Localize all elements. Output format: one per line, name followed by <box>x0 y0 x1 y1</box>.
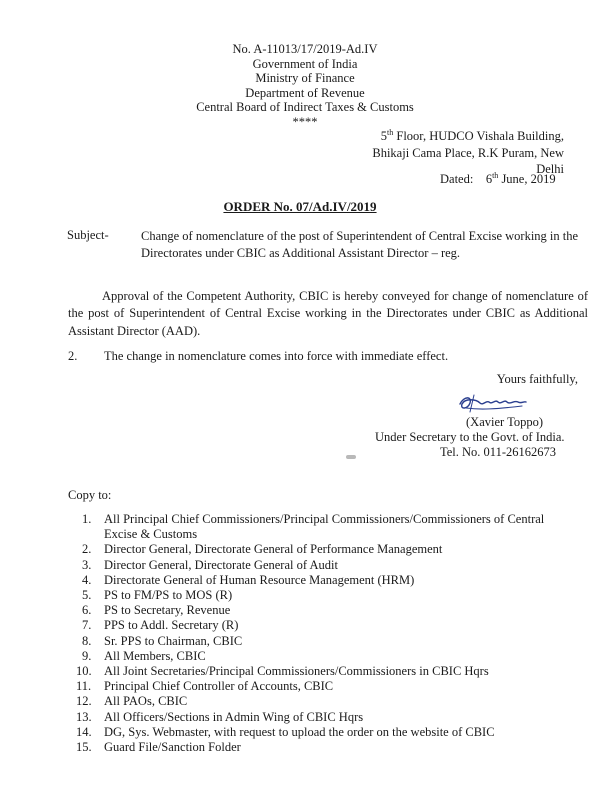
list-item: 13. All Officers/Sections in Admin Wing of CBIC Hqrs <box>76 709 364 724</box>
copy-to-list <box>76 512 562 755</box>
paragraph-1: Approval of the Competent Authority, CBIC is hereby conveyed for change of nomenclature of the post of Superintendent of Central Excise working in the Directorates under CBIC as Additional Assistant Director (AAD). <box>68 289 588 338</box>
government-line: Government of India <box>252 56 358 71</box>
signatory-name: (Xavier Toppo) <box>466 415 543 429</box>
list-item: 2. Director General, Directorate General of Performance Management <box>82 542 443 557</box>
list-item: 4. Directorate General of Human Resource Management (HRM) <box>82 572 415 587</box>
paragraph-2: The change in nomenclature comes into force with immediate effect. <box>104 349 449 363</box>
list-item: 10. All Joint Secretaries/Principal Commissioners/Commissioners in CBIC Hqrs <box>76 664 489 679</box>
list-item: 8. Sr. PPS to Chairman, CBIC <box>82 633 243 648</box>
subject-text: Change of nomenclature of the post of Superintendent of Central Excise working in the Directorates under CBIC as Additional Assistant Director – reg. <box>141 229 579 260</box>
subject-label: Subject- <box>67 228 109 242</box>
order-title: ORDER No. 07/Ad.IV/2019 <box>223 199 377 214</box>
paragraph-2-number: 2. <box>68 349 78 363</box>
list-item: 1. All Principal Chief Commissioners/Principal Commissioners/Commissioners of Central Excise & Customs <box>82 512 545 542</box>
copy-to-label: Copy to: <box>68 488 112 502</box>
handwritten-signature <box>456 390 528 416</box>
ink-smudge <box>346 455 356 459</box>
list-item: 9. All Members, CBIC <box>82 648 206 663</box>
closing-line: Yours faithfully, <box>496 372 578 386</box>
list-item: 7. PPS to Addl. Secretary (R) <box>82 618 239 633</box>
signatory-designation: Under Secretary to the Govt. of India. <box>375 430 565 444</box>
ministry-line: Ministry of Finance <box>255 71 355 86</box>
stars-separator: **** <box>292 114 318 129</box>
list-item: 15. Guard File/Sanction Folder <box>76 740 241 755</box>
date-label: Dated: <box>440 172 474 187</box>
date-line: Dated: 6th June, 2019 <box>440 171 556 187</box>
board-line: Central Board of Indirect Taxes & Customs <box>196 100 414 115</box>
list-item: 5. PS to FM/PS to MOS (R) <box>82 588 233 603</box>
address-line-1: 5th Floor, HUDCO Vishala Building, <box>380 128 564 144</box>
address-line-2: Bhikaji Cama Place, R.K Puram, New Delhi <box>372 145 564 177</box>
signatory-telephone: Tel. No. 011-26162673 <box>440 445 557 459</box>
list-item: 11. Principal Chief Controller of Accounts, CBIC <box>76 679 334 694</box>
reference-number: No. A-11013/17/2019-Ad.IV <box>232 42 378 56</box>
letterhead <box>160 42 450 130</box>
list-item: 12. All PAOs, CBIC <box>76 694 188 709</box>
department-line: Department of Revenue <box>245 85 365 100</box>
list-item: 6. PS to Secretary, Revenue <box>82 603 231 618</box>
list-item: 3. Director General, Directorate General of Audit <box>82 557 338 572</box>
list-item: 14. DG, Sys. Webmaster, with request to upload the order on the website of CBIC <box>76 724 495 739</box>
